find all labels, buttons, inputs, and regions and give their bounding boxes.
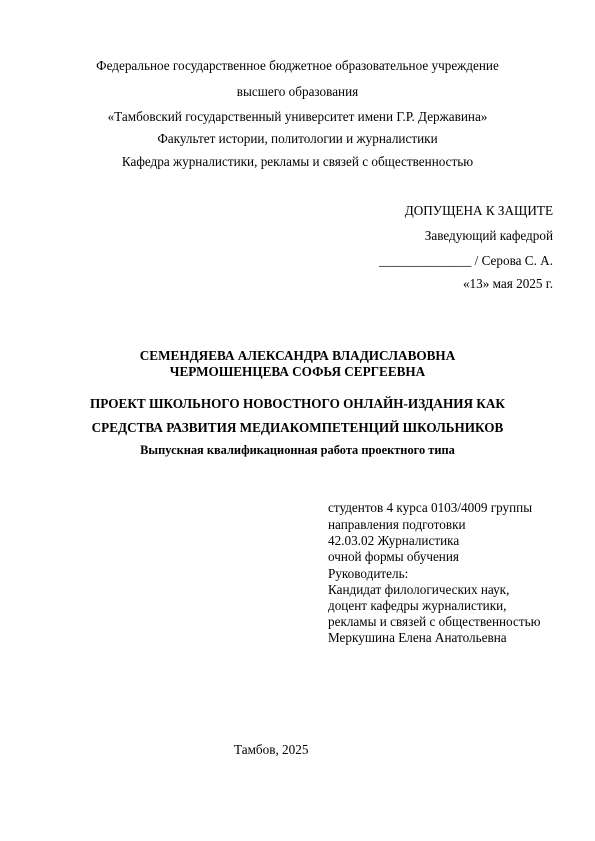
approval-role: Заведующий кафедрой [424,228,553,243]
approval-signature: ______________ / Серова С. А. [379,253,553,268]
approval-title: ДОПУЩЕНА К ЗАЩИТЕ [404,203,553,218]
approval-date: «13» мая 2025 г. [462,276,553,291]
details-line: направления подготовки [328,517,466,532]
institution-line-2: высшего образования [236,84,359,99]
department-name: Кафедра журналистики, рекламы и связей с общественностью [121,154,474,169]
work-title-line-1: ПРОЕКТ ШКОЛЬНОГО НОВОСТНОГО ОНЛАЙН-ИЗДАНИЯ КАК [90,396,505,411]
details-line: Кандидат филологических наук, [328,582,510,597]
work-type: Выпускная квалификационная работа проектного типа [140,443,455,457]
university-name: «Тамбовский государственный университет имени Г.Р. Державина» [107,109,488,124]
city-year: Тамбов, 2025 [234,742,309,757]
faculty-name: Факультет истории, политологии и журналистики [157,131,438,146]
details-line: рекламы и связей с общественностью [328,614,541,629]
details-line: очной формы обучения [328,549,459,564]
supervisor-heading: Руководитель: [328,566,409,581]
author-1: СЕМЕНДЯЕВА АЛЕКСАНДРА ВЛАДИСЛАВОВНА [139,348,456,363]
details-line: доцент кафедры журналистики, [328,598,507,613]
details-line: студентов 4 курса 0103/4009 группы [328,500,533,515]
institution-line-1: Федеральное государственное бюджетное образовательное учреждение [96,58,499,73]
author-2: ЧЕРМОШЕНЦЕВА СОФЬЯ СЕРГЕЕВНА [169,364,426,379]
details-line: 42.03.02 Журналистика [328,533,460,548]
supervisor-name: Меркушина Елена Анатольевна [328,630,507,645]
work-title-line-2: СРЕДСТВА РАЗВИТИЯ МЕДИАКОМПЕТЕНЦИЙ ШКОЛЬНИКОВ [91,420,504,435]
